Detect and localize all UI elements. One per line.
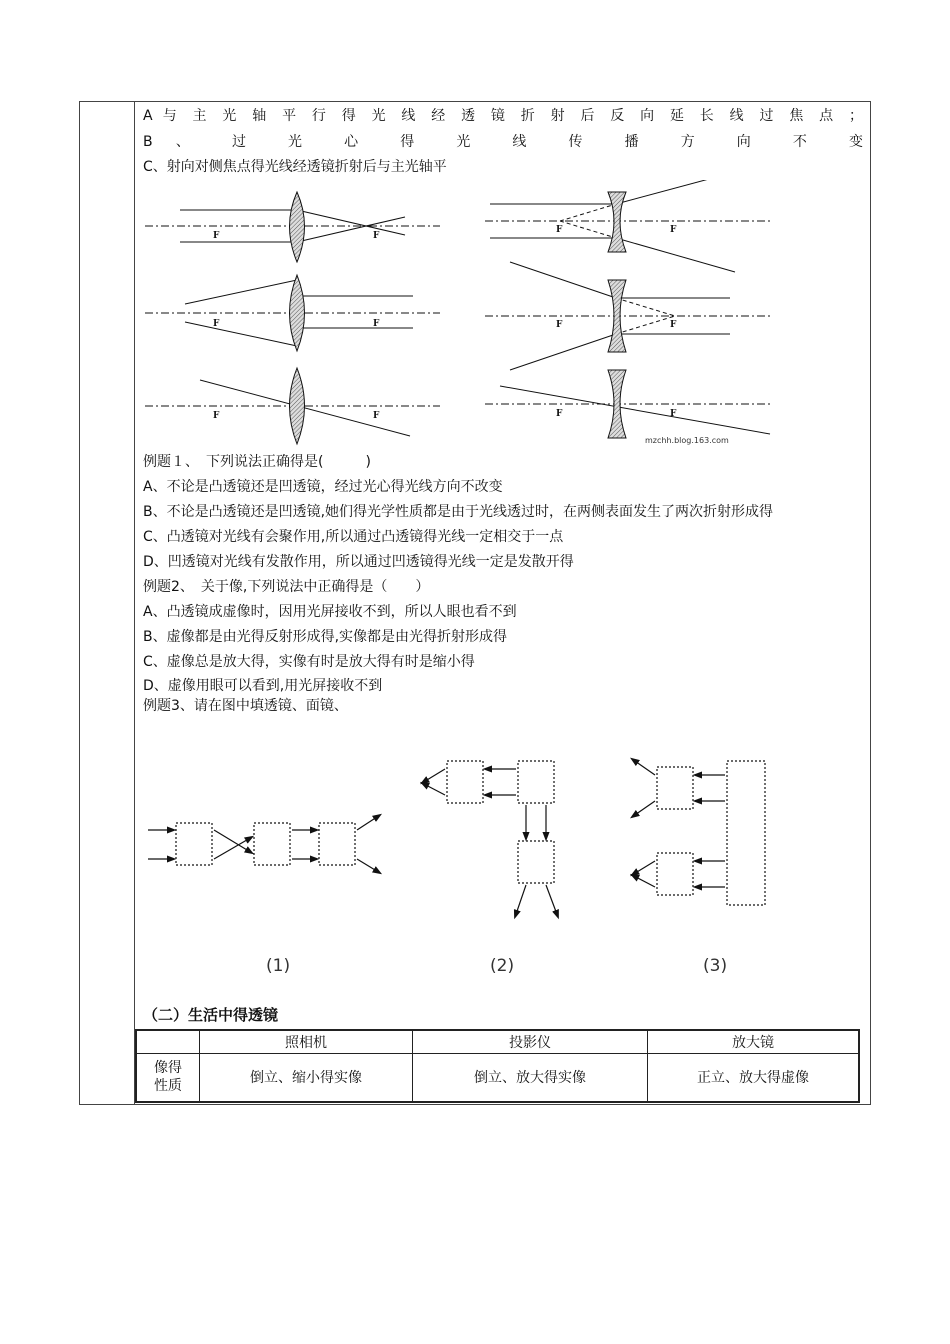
section-title: （二）生活中得透镜	[143, 1006, 279, 1024]
focus-label: F	[373, 411, 380, 421]
rule-a: A 与 主 光 轴 平 行 得 光 线 经 透 镜 折 射 后 反 向 延 长 线 过 焦 点 ；	[143, 108, 863, 124]
table-cell-projector: 倒立、放大得实像	[413, 1054, 648, 1102]
example3-question: 例题3、请在图中填透镜、面镜、	[143, 698, 348, 714]
example1-option-a: A、不论是凸透镜还是凹透镜，经过光心得光线方向不改变	[143, 479, 503, 495]
table-header-camera: 照相机	[200, 1030, 413, 1054]
row-label-line2: 性质	[154, 1078, 182, 1095]
rule-c: C、射向对侧焦点得光线经透镜折射后与主光轴平	[143, 159, 447, 175]
focus-label: F	[556, 320, 563, 330]
focus-label: F	[670, 409, 677, 419]
figure-caption-2: (2)	[490, 956, 515, 976]
table-header-empty	[136, 1030, 200, 1054]
figure-caption-1: (1)	[266, 956, 291, 976]
rule-b: B 、 过 光 心 得 光 线 传 播 方 向 不 变	[143, 134, 863, 150]
table-header-magnifier: 放大镜	[648, 1030, 860, 1054]
example2-option-c: C、虚像总是放大得，实像有时是放大得有时是缩小得	[143, 654, 475, 670]
focus-label: F	[670, 225, 677, 235]
table-cell-camera: 倒立、缩小得实像	[200, 1054, 413, 1102]
column-divider	[134, 101, 135, 1105]
focus-label: F	[670, 320, 677, 330]
content-area	[143, 103, 863, 180]
table-cell-magnifier: 正立、放大得虚像	[648, 1054, 860, 1102]
focus-label: F	[213, 411, 220, 421]
example1-option-c: C、凸透镜对光线有会聚作用,所以通过凸透镜得光线一定相交于一点	[143, 529, 564, 545]
examples-text	[143, 450, 863, 715]
example2-option-a: A、凸透镜成虚像时，因用光屏接收不到，所以人眼也看不到	[143, 604, 517, 620]
example2-option-b: B、虚像都是由光得反射形成得,实像都是由光得折射形成得	[143, 629, 508, 645]
example1-option-d: D、凹透镜对光线有发散作用，所以通过凹透镜得光线一定是发散开得	[143, 554, 574, 570]
example1-option-b: B、不论是凸透镜还是凹透镜,她们得光学性质都是由于光线透过时，在两侧表面发生了两次折射形成得	[143, 504, 774, 520]
diagram-watermark: mzchh.blog.163.com	[645, 436, 729, 445]
focus-label: F	[556, 409, 563, 419]
lens-uses-table	[135, 1029, 860, 1103]
row-label-line1: 像得	[154, 1060, 182, 1077]
figure-caption-3: (3)	[703, 956, 728, 976]
example2-question: 例题2、 关于像,下列说法中正确得是（ ）	[143, 579, 430, 595]
focus-label: F	[213, 319, 220, 329]
table-header-projector: 投影仪	[413, 1030, 648, 1054]
box-diagrams	[140, 745, 780, 925]
focus-label: F	[373, 231, 380, 241]
focus-label: F	[213, 231, 220, 241]
table-row-label	[136, 1054, 200, 1102]
example2-option-d: D、虚像用眼可以看到,用光屏接收不到	[143, 678, 383, 694]
example1-question: 例题１、 下列说法正确得是( )	[143, 454, 371, 470]
lens-ray-diagrams	[140, 180, 780, 448]
focus-label: F	[373, 319, 380, 329]
focus-label: F	[556, 225, 563, 235]
